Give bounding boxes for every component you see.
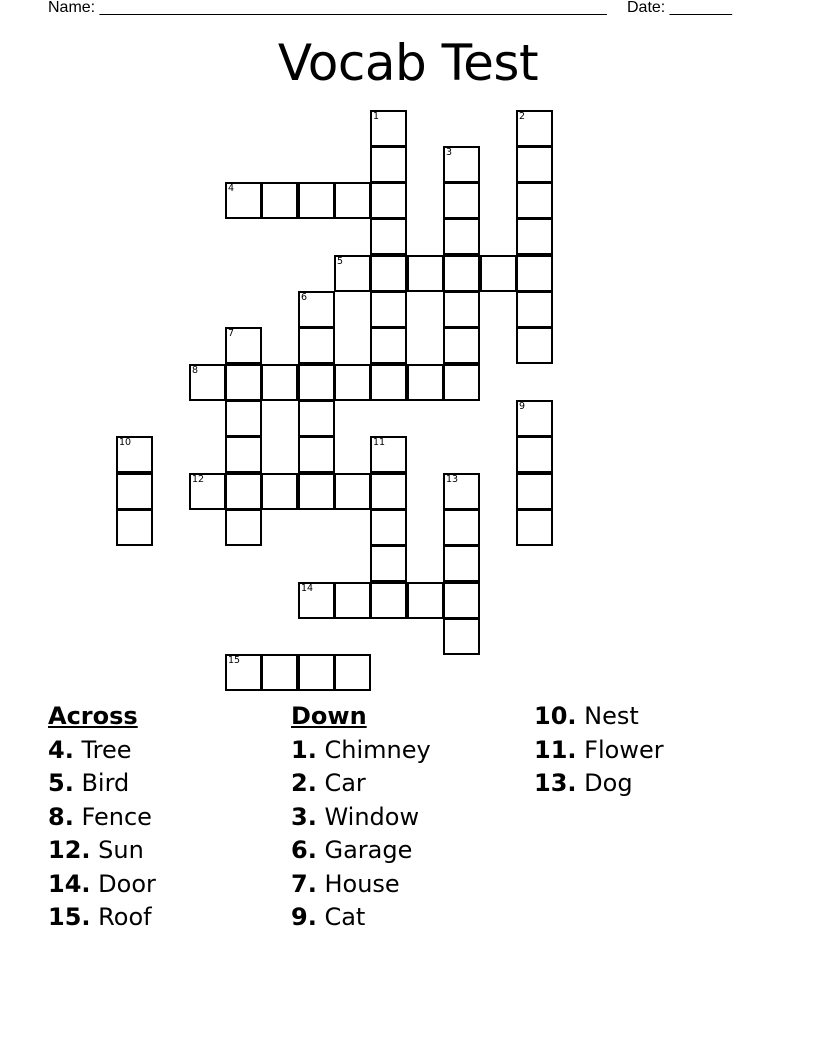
clue-across	[48, 834, 156, 868]
crossword-cell	[370, 473, 407, 510]
clue-number: 7.	[291, 869, 317, 898]
clue-text: Bird	[81, 769, 130, 797]
clue-across	[48, 901, 156, 935]
crossword-cell	[516, 218, 553, 255]
clue-number: 14.	[48, 869, 91, 898]
clue-down	[291, 801, 431, 835]
crossword-cell	[370, 582, 407, 619]
clue-number-label: 6	[301, 292, 308, 303]
clue-number-label: 8	[192, 365, 199, 376]
crossword-cell	[261, 473, 298, 510]
crossword-cell-11	[370, 436, 407, 473]
clue-number: 12.	[48, 836, 91, 864]
crossword-cell	[370, 364, 407, 401]
crossword-cell	[261, 364, 298, 401]
crossword-cell	[443, 545, 480, 582]
clue-number-label: 12	[192, 474, 205, 485]
down-clues-continued	[534, 700, 664, 801]
crossword-cell	[516, 473, 553, 510]
crossword-cell	[116, 509, 153, 546]
crossword-cell	[443, 618, 480, 655]
crossword-cell	[370, 327, 407, 364]
clue-text: Flower	[584, 735, 664, 764]
clue-number: 13.	[534, 769, 577, 797]
clue-number-label: 1	[373, 111, 380, 122]
crossword-cell	[334, 364, 371, 401]
crossword-cell	[516, 327, 553, 364]
crossword-cell	[370, 255, 407, 292]
clue-text: Nest	[584, 702, 639, 730]
clue-number-label: 10	[119, 437, 132, 448]
date-line: Date: _______	[627, 0, 732, 16]
crossword-cell	[334, 182, 371, 219]
clue-down	[534, 767, 664, 801]
crossword-cell	[298, 654, 335, 691]
crossword-cell	[516, 146, 553, 183]
crossword-cell-14	[298, 582, 335, 619]
clue-across	[48, 801, 156, 835]
clue-text: Window	[324, 802, 420, 831]
clue-text: Garage	[324, 836, 413, 864]
down-clues	[291, 700, 431, 935]
clue-number-label: 13	[446, 474, 459, 485]
clue-number: 4.	[48, 735, 74, 764]
crossword-cell	[443, 182, 480, 219]
crossword-cell	[516, 291, 553, 328]
crossword-cell	[407, 582, 444, 619]
crossword-cell-10	[116, 436, 153, 473]
crossword-cell	[298, 436, 335, 473]
clue-across	[48, 767, 156, 801]
clue-number: 10.	[534, 702, 577, 730]
crossword-cell	[370, 218, 407, 255]
clue-number-label: 7	[228, 328, 235, 339]
crossword-cell	[370, 545, 407, 582]
crossword-cell	[370, 146, 407, 183]
clue-across	[48, 868, 156, 902]
clue-text: Cat	[324, 903, 366, 931]
crossword-cell	[298, 327, 335, 364]
crossword-cell	[443, 509, 480, 546]
clue-number-label: 9	[519, 401, 526, 412]
crossword-cell	[407, 364, 444, 401]
clue-text: House	[324, 869, 400, 898]
crossword-cell	[334, 582, 371, 619]
clue-number: 5.	[48, 769, 74, 797]
crossword-cell	[443, 291, 480, 328]
crossword-cell	[225, 473, 262, 510]
clue-number: 3.	[291, 802, 317, 831]
crossword-cell	[298, 400, 335, 437]
crossword-cell	[407, 255, 444, 292]
clue-number-label: 2	[519, 111, 526, 122]
crossword-cell	[225, 436, 262, 473]
clue-number-label: 15	[228, 655, 241, 666]
crossword-cell	[516, 182, 553, 219]
crossword-cell	[443, 364, 480, 401]
clue-down	[291, 834, 431, 868]
crossword-cell-15	[225, 654, 262, 691]
crossword-cell	[480, 255, 517, 292]
clue-number-label: 3	[446, 147, 453, 158]
clue-text: Door	[98, 869, 156, 898]
clue-number-label: 14	[301, 583, 314, 594]
clue-number: 6.	[291, 836, 317, 864]
crossword-cell-3	[443, 146, 480, 183]
clue-down	[291, 767, 431, 801]
crossword-cell	[298, 182, 335, 219]
clue-text: Fence	[81, 802, 152, 831]
crossword-cell	[261, 654, 298, 691]
crossword-cell	[298, 364, 335, 401]
clue-number-label: 11	[373, 437, 386, 448]
crossword-cell-6	[298, 291, 335, 328]
clue-text: Tree	[81, 735, 132, 764]
crossword-cell-7	[225, 327, 262, 364]
clue-down	[291, 868, 431, 902]
crossword-cell	[443, 218, 480, 255]
clue-text: Roof	[98, 903, 152, 931]
clue-number: 9.	[291, 903, 317, 931]
crossword-cell	[225, 364, 262, 401]
name-line: Name: _________________________________________________________	[48, 0, 607, 16]
across-heading: Across	[48, 702, 138, 730]
clue-number: 2.	[291, 769, 317, 797]
crossword-cell	[516, 436, 553, 473]
crossword-cell-2	[516, 110, 553, 147]
clue-number: 1.	[291, 735, 317, 764]
clue-text: Chimney	[324, 735, 431, 764]
crossword-cell	[334, 473, 371, 510]
clue-text: Sun	[98, 836, 144, 864]
crossword-cell-5	[334, 255, 371, 292]
crossword-cell	[116, 473, 153, 510]
crossword-cell	[225, 400, 262, 437]
crossword-cell-8	[189, 364, 226, 401]
down-heading: Down	[291, 702, 367, 730]
crossword-cell	[225, 509, 262, 546]
crossword-cell	[370, 182, 407, 219]
crossword-cell	[443, 582, 480, 619]
clue-text: Car	[324, 769, 366, 797]
crossword-cell	[298, 473, 335, 510]
crossword-cell	[370, 509, 407, 546]
clue-down	[291, 901, 431, 935]
clue-down	[534, 700, 664, 734]
crossword-cell	[516, 255, 553, 292]
clue-number-label: 5	[337, 256, 344, 267]
clue-number: 8.	[48, 802, 74, 831]
clue-down	[291, 734, 431, 768]
page-title: Vocab Test	[277, 34, 539, 92]
crossword-cell	[334, 654, 371, 691]
clue-down	[534, 734, 664, 768]
clue-across	[48, 734, 156, 768]
crossword-cell-1	[370, 110, 407, 147]
clue-number-label: 4	[228, 183, 235, 194]
clue-number: 11.	[534, 735, 577, 764]
crossword-cell-13	[443, 473, 480, 510]
clue-text: Dog	[584, 769, 633, 797]
across-clues	[48, 700, 156, 935]
crossword-cell	[443, 327, 480, 364]
crossword-cell-9	[516, 400, 553, 437]
crossword-cell-12	[189, 473, 226, 510]
crossword-cell	[261, 182, 298, 219]
clue-number: 15.	[48, 903, 91, 931]
crossword-cell	[443, 255, 480, 292]
crossword-cell-4	[225, 182, 262, 219]
crossword-cell	[370, 291, 407, 328]
crossword-cell	[516, 509, 553, 546]
